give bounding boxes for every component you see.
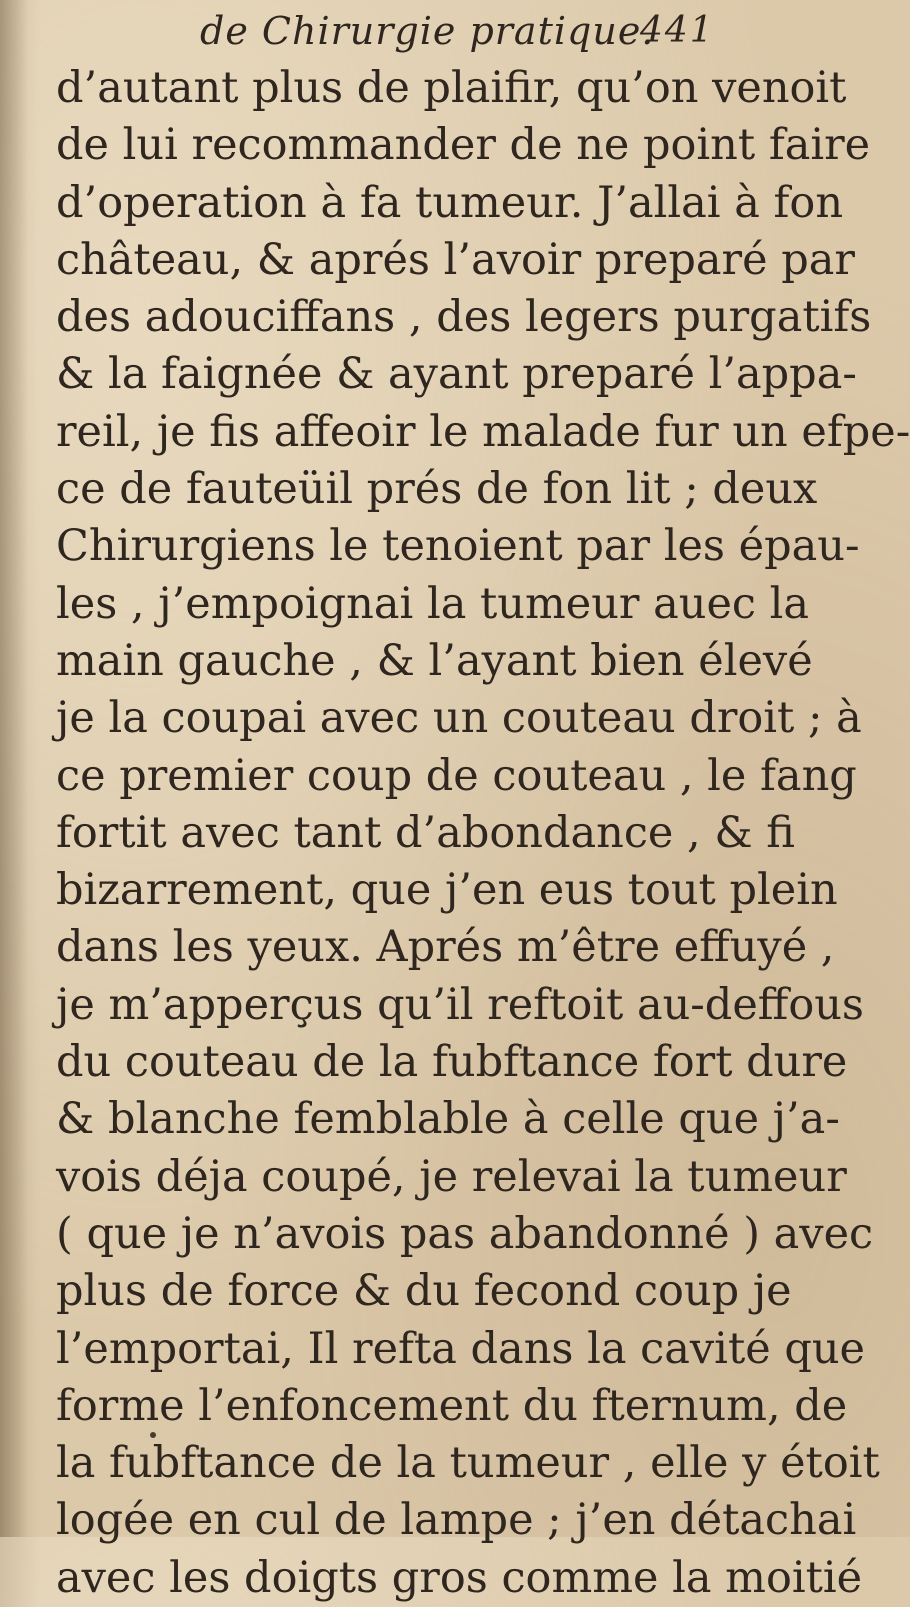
text-line: ( que je n’avois pas abandonné ) avec	[56, 1208, 874, 1259]
text-line: les , j’empoignai la tumeur auec la	[56, 578, 810, 629]
text-line: dans les yeux. Aprés m’être effuyé ,	[56, 922, 835, 973]
text-line: plus de force & du fecond coup je	[56, 1266, 792, 1317]
page-number: 441	[640, 10, 715, 51]
running-title: de Chirurgie pratique.	[200, 9, 655, 53]
text-line: forme l’enfoncement du fternum, de	[56, 1380, 848, 1431]
text-line: je la coupai avec un couteau droit ; à	[56, 693, 862, 744]
text-line: la fubftance de la tumeur , elle y étoit	[56, 1438, 880, 1489]
body-text	[56, 60, 910, 1607]
text-line: Chirurgiens le tenoient par les épau-	[56, 521, 860, 572]
text-line: ce de fauteüil prés de fon lit ; deux	[56, 464, 818, 515]
text-line: reil, je fis affeoir le malade fur un efpe-	[56, 406, 910, 457]
text-line: d’autant plus de plaifir, qu’on venoit	[56, 63, 847, 113]
text-line: de lui recommander de ne point faire	[56, 120, 871, 171]
ink-speck	[150, 1432, 156, 1438]
text-line: du couteau de la fubftance fort dure	[56, 1037, 848, 1088]
text-line: ce premier coup de couteau , le fang	[56, 750, 857, 801]
text-line: je m’apperçus qu’il reftoit au-deffous	[56, 979, 864, 1030]
text-line: château, & aprés l’avoir preparé par	[56, 234, 855, 285]
text-line: fortit avec tant d’abondance , & fi	[56, 807, 795, 858]
text-line: vois déja coupé, je relevai la tumeur	[56, 1151, 847, 1202]
text-line: des adouciffans , des legers purgatifs	[56, 292, 872, 343]
page-gutter-shadow	[0, 0, 28, 1537]
text-line: & blanche femblable à celle que j’a-	[56, 1094, 840, 1145]
running-head	[0, 8, 800, 54]
text-line: main gauche , & l’ayant bien élevé	[56, 635, 813, 686]
text-line: bizarrement, que j’en eus tout plein	[56, 865, 838, 916]
text-line: l’emportai, Il refta dans la cavité que	[56, 1323, 866, 1374]
text-line: d’operation à fa tumeur. J’allai à fon	[56, 177, 844, 228]
text-line: avec les doigts gros comme la moitié	[56, 1552, 863, 1603]
text-line: logée en cul de lampe ; j’en détachai	[56, 1495, 857, 1546]
text-line: & la faignée & ayant preparé l’appa-	[56, 349, 857, 400]
